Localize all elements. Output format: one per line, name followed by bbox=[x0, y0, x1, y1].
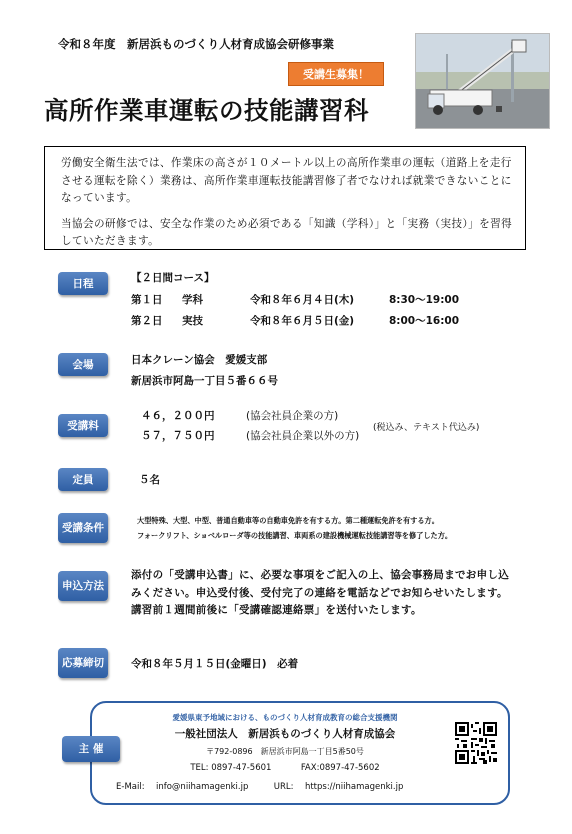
sponsor-contact-line bbox=[116, 782, 403, 792]
schedule-row bbox=[131, 289, 459, 310]
sponsor-email-label: E-Mail: bbox=[116, 782, 145, 792]
label-application-line2: 方法 bbox=[83, 580, 104, 592]
label-fee: 受講料 bbox=[58, 414, 108, 437]
schedule-date: 令和８年６月４日(木) bbox=[250, 294, 355, 306]
deadline-value: 令和８年５月１５日(金曜日) 必着 bbox=[131, 658, 299, 670]
recruitment-badge: 受講生募集！ bbox=[288, 62, 384, 86]
label-application-line1: 申込 bbox=[62, 580, 83, 592]
schedule-day: 第２日 bbox=[131, 315, 163, 327]
fee-nonmember-note: (協会社員企業以外の方) bbox=[246, 430, 360, 442]
schedule-day: 第１日 bbox=[131, 294, 163, 306]
aerial-work-platform-photo bbox=[415, 33, 550, 129]
fee-tax-note: (税込み、テキスト代込み) bbox=[373, 423, 480, 433]
fee-nonmember-price: ５７，７５０円 bbox=[141, 430, 215, 442]
label-deadline-line2: 締切 bbox=[83, 657, 104, 669]
sponsor-email[interactable]: info@niihamagenki.jp bbox=[155, 782, 249, 792]
application-text: 添付の「受講申込書」に、必要な事項をご記入の上、協会事務局までお申し込みください。申込受付後、受付完了の連絡を電話などでお知らせいたします。講習前１週間前後に「受講確認連絡票」を送付いたします。 bbox=[131, 569, 509, 616]
schedule-table bbox=[131, 289, 459, 331]
sponsor-url[interactable]: https://niihamagenki.jp bbox=[304, 782, 404, 792]
conditions-line2: フォークリフト、ショベルローダ等の技能講習、車両系の建設機械運転技能講習等を修了した方。 bbox=[137, 531, 453, 540]
sponsor-phone-line bbox=[120, 763, 450, 773]
label-capacity: 定員 bbox=[58, 468, 108, 491]
sponsor-tagline: 愛媛県東予地域における、ものづくり人材育成教育の総合支援機関 bbox=[172, 713, 398, 722]
schedule-time: 8:30～19:00 bbox=[389, 294, 460, 306]
intro-paragraph-law: 労働安全衛生法では、作業床の高さが１０メートル以上の高所作業車の運転（道路上を走行させる運転を除く）業務は、高所作業車運転技能講習修了者でなければ就業できないことになっています。 bbox=[61, 157, 512, 204]
label-conditions-line2: 条件 bbox=[83, 522, 104, 534]
schedule-time: 8:00～16:00 bbox=[389, 315, 460, 327]
intro-paragraph-training: 当協会の研修では、安全な作業のため必須である「知識（学科）」と「実務（実技）」を習得していただきます。 bbox=[61, 217, 513, 247]
sponsor-address: 〒792-0896 新居浜市阿島一丁目5番50号 bbox=[206, 747, 364, 756]
sponsor-fax: FAX:0897-47-5602 bbox=[300, 763, 380, 773]
fee-member-note: (協会社員企業の方) bbox=[246, 410, 339, 422]
qr-code[interactable] bbox=[455, 722, 497, 764]
label-application bbox=[58, 571, 108, 601]
sponsor-tel: TEL: 0897-47-5601 bbox=[190, 763, 272, 773]
schedule-date: 令和８年６月５日(金) bbox=[250, 315, 355, 327]
fee-member-price: ４６，２００円 bbox=[141, 410, 215, 422]
schedule-course: 【２日間コース】 bbox=[131, 272, 215, 284]
intro-box bbox=[44, 146, 526, 250]
program-line: 令和８年度 新居浜ものづくり人材育成協会研修事業 bbox=[58, 37, 334, 51]
capacity-value: ５名 bbox=[139, 474, 160, 486]
aerial-work-truck-image bbox=[416, 34, 549, 128]
venue-name: 日本クレーン協会 愛媛支部 bbox=[131, 354, 268, 366]
label-conditions bbox=[58, 513, 108, 543]
conditions-line1: 大型特殊、大型、中型、普通自動車等の自動車免許を有する方。第二種運転免許を有する方。 bbox=[137, 516, 439, 525]
label-venue: 会場 bbox=[58, 353, 108, 376]
label-sponsor: 主 催 bbox=[62, 736, 120, 762]
schedule-type: 実技 bbox=[182, 315, 203, 327]
sponsor-org: 一般社団法人 新居浜ものづくり人材育成協会 bbox=[174, 728, 396, 740]
label-deadline bbox=[58, 648, 108, 678]
label-schedule: 日程 bbox=[58, 272, 108, 295]
label-deadline-line1: 応募 bbox=[62, 657, 83, 669]
page-title: 高所作業車運転の技能講習科 bbox=[44, 96, 369, 125]
schedule-row bbox=[131, 310, 459, 331]
schedule-type: 学科 bbox=[182, 294, 203, 306]
label-conditions-line1: 受講 bbox=[62, 522, 83, 534]
venue-address: 新居浜市阿島一丁目５番６６号 bbox=[131, 375, 278, 387]
qr-code-icon bbox=[455, 722, 497, 764]
sponsor-url-label: URL: bbox=[273, 782, 294, 792]
